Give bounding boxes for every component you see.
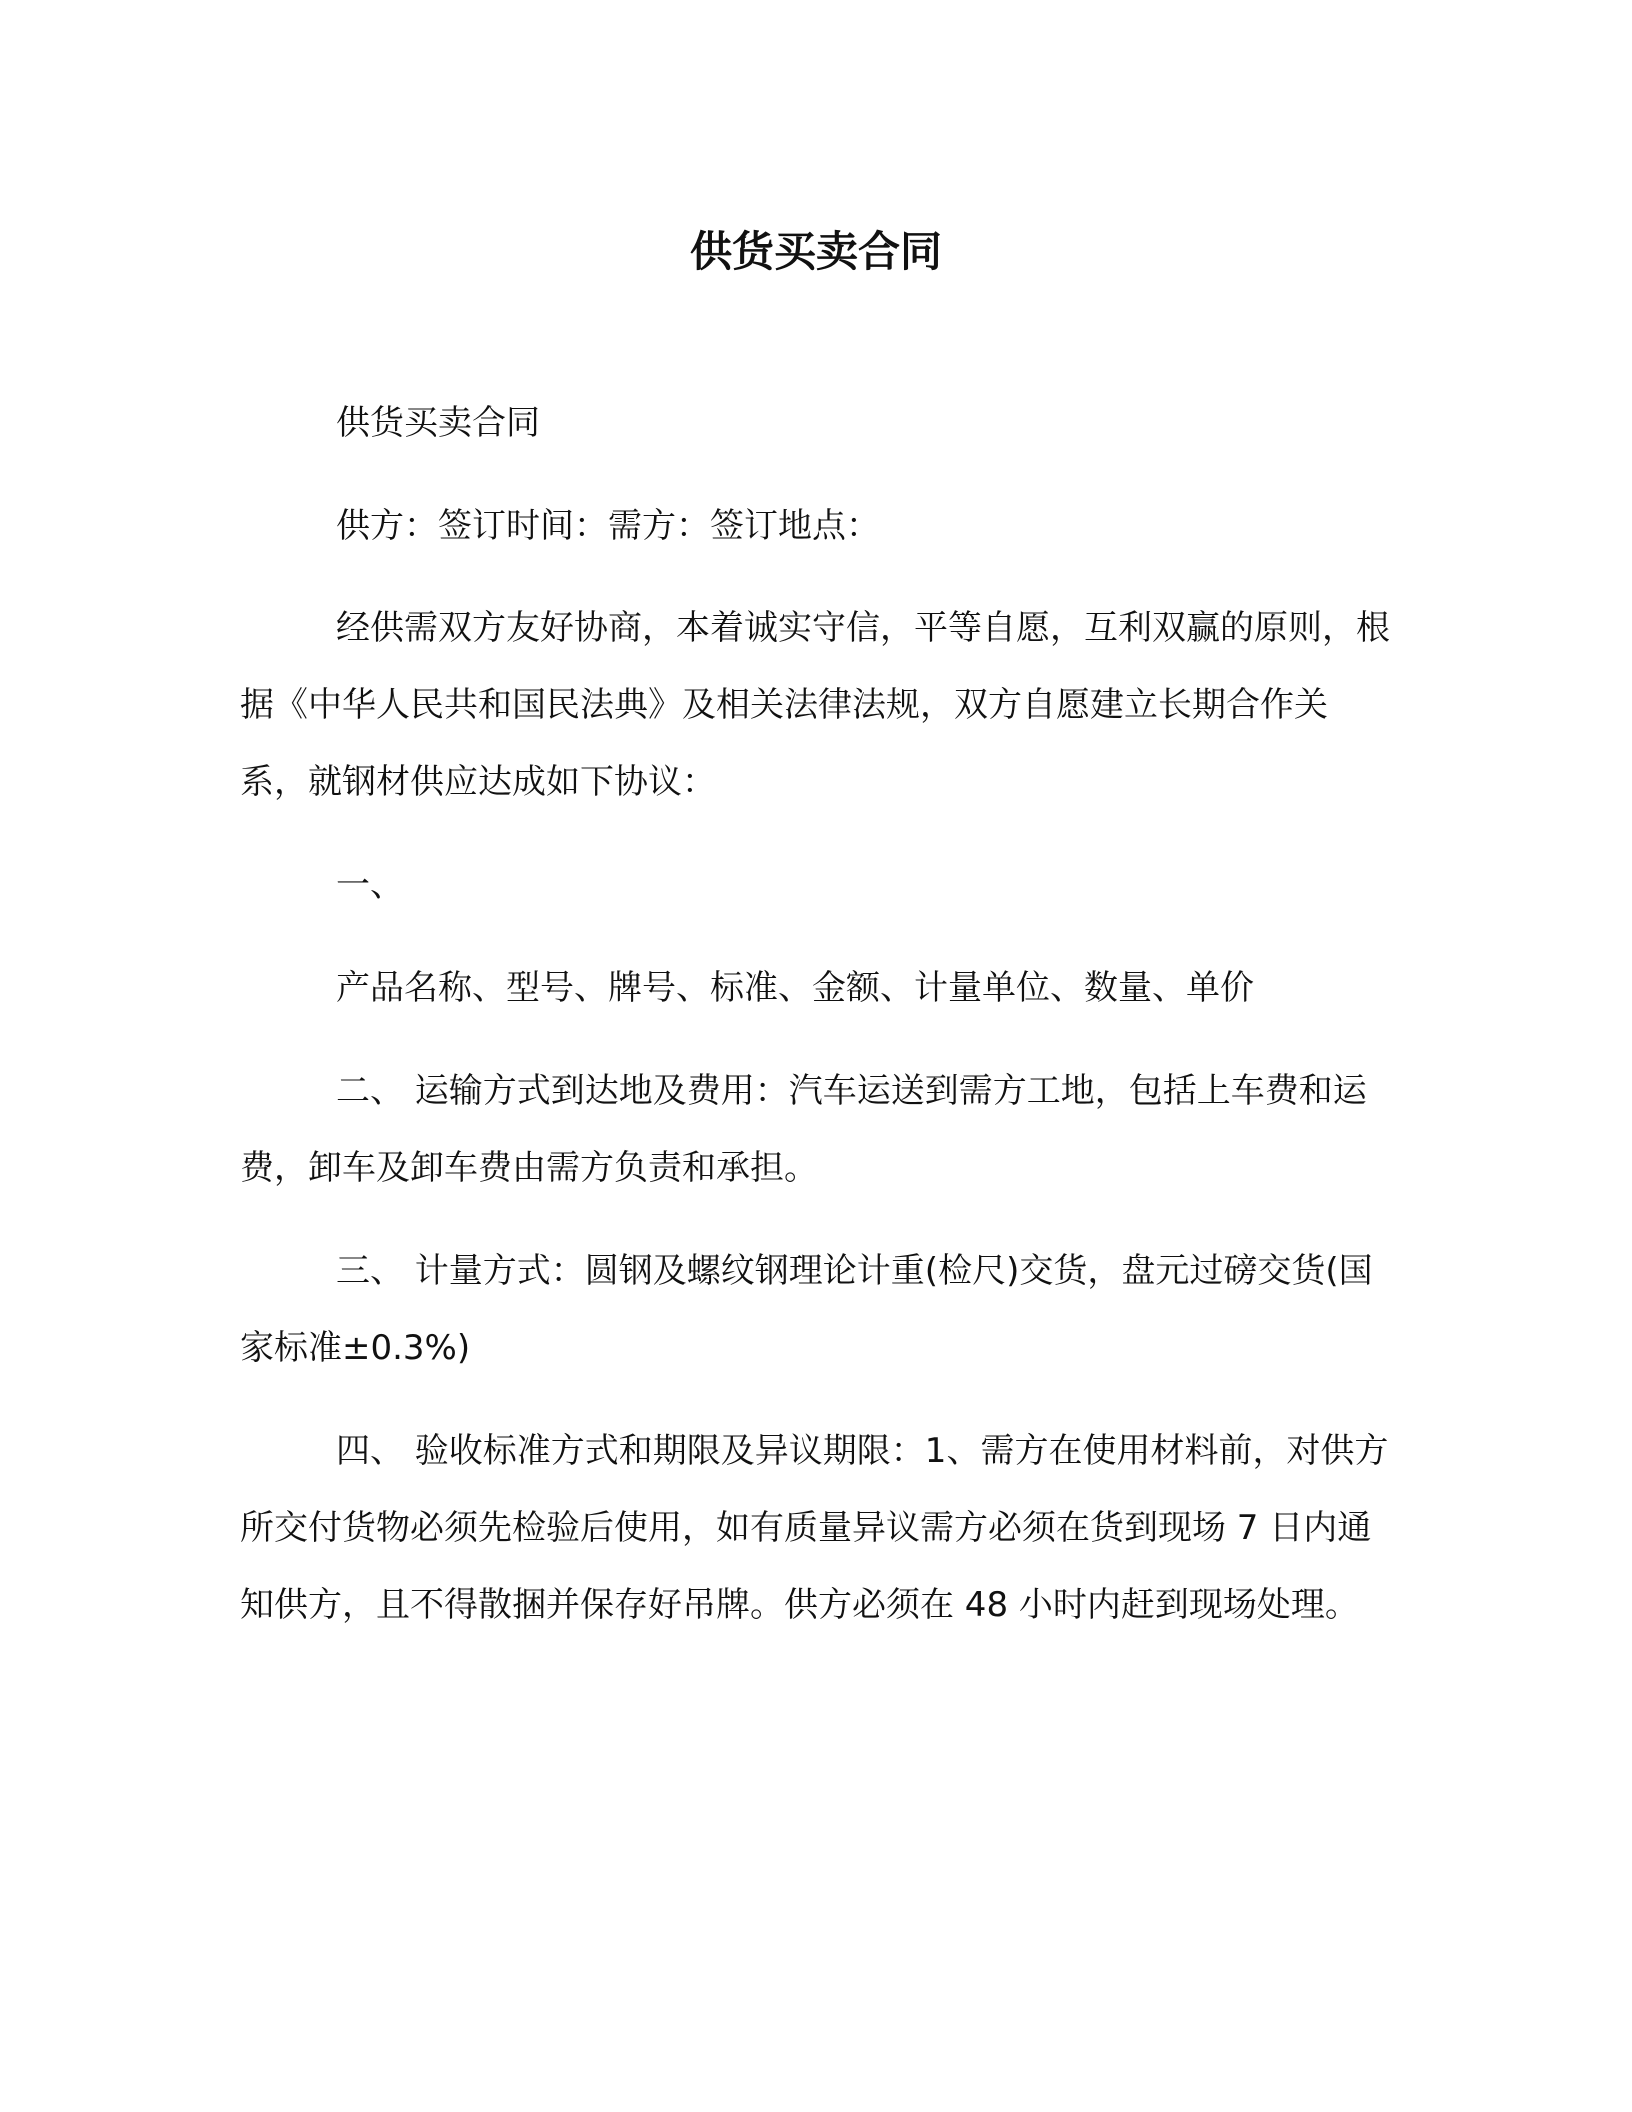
paragraph-preamble: 经供需双方友好协商，本着诚实守信，平等自愿，互利双赢的原则，根据《中华人民共和国民法典》及相关法律法规，双方自愿建立长期合作关系，就钢材供应达成如下协议： (240, 608, 1390, 802)
paragraph-section-two: 二、 运输方式到达地及费用：汽车运送到需方工地，包括上车费和运费，卸车及卸车费由需方负责和承担。 (240, 1071, 1367, 1188)
document-title: 供货买卖合同 (689, 227, 942, 276)
paragraph-section-one-heading: 一、 (336, 865, 404, 905)
paragraph-section-one-body: 产品名称、型号、牌号、标准、金额、计量单位、数量、单价 (336, 968, 1254, 1008)
paragraph-subtitle: 供货买卖合同 (336, 403, 540, 443)
paragraph-section-three: 三、 计量方式：圆钢及螺纹钢理论计重(检尺)交货，盘元过磅交货(国家标准±0.3%) (240, 1251, 1373, 1368)
paragraph-parties: 供方：签订时间：需方：签订地点： (336, 506, 880, 546)
paragraph-section-four: 四、 验收标准方式和期限及异议期限：1、需方在使用材料前，对供方所交付货物必须先检验后使用，如有质量异议需方必须在货到现场 7 日内通知供方，且不得散捆并保存好吊牌。供方必须在 48 小时内赶到现场处理。 (240, 1431, 1389, 1625)
